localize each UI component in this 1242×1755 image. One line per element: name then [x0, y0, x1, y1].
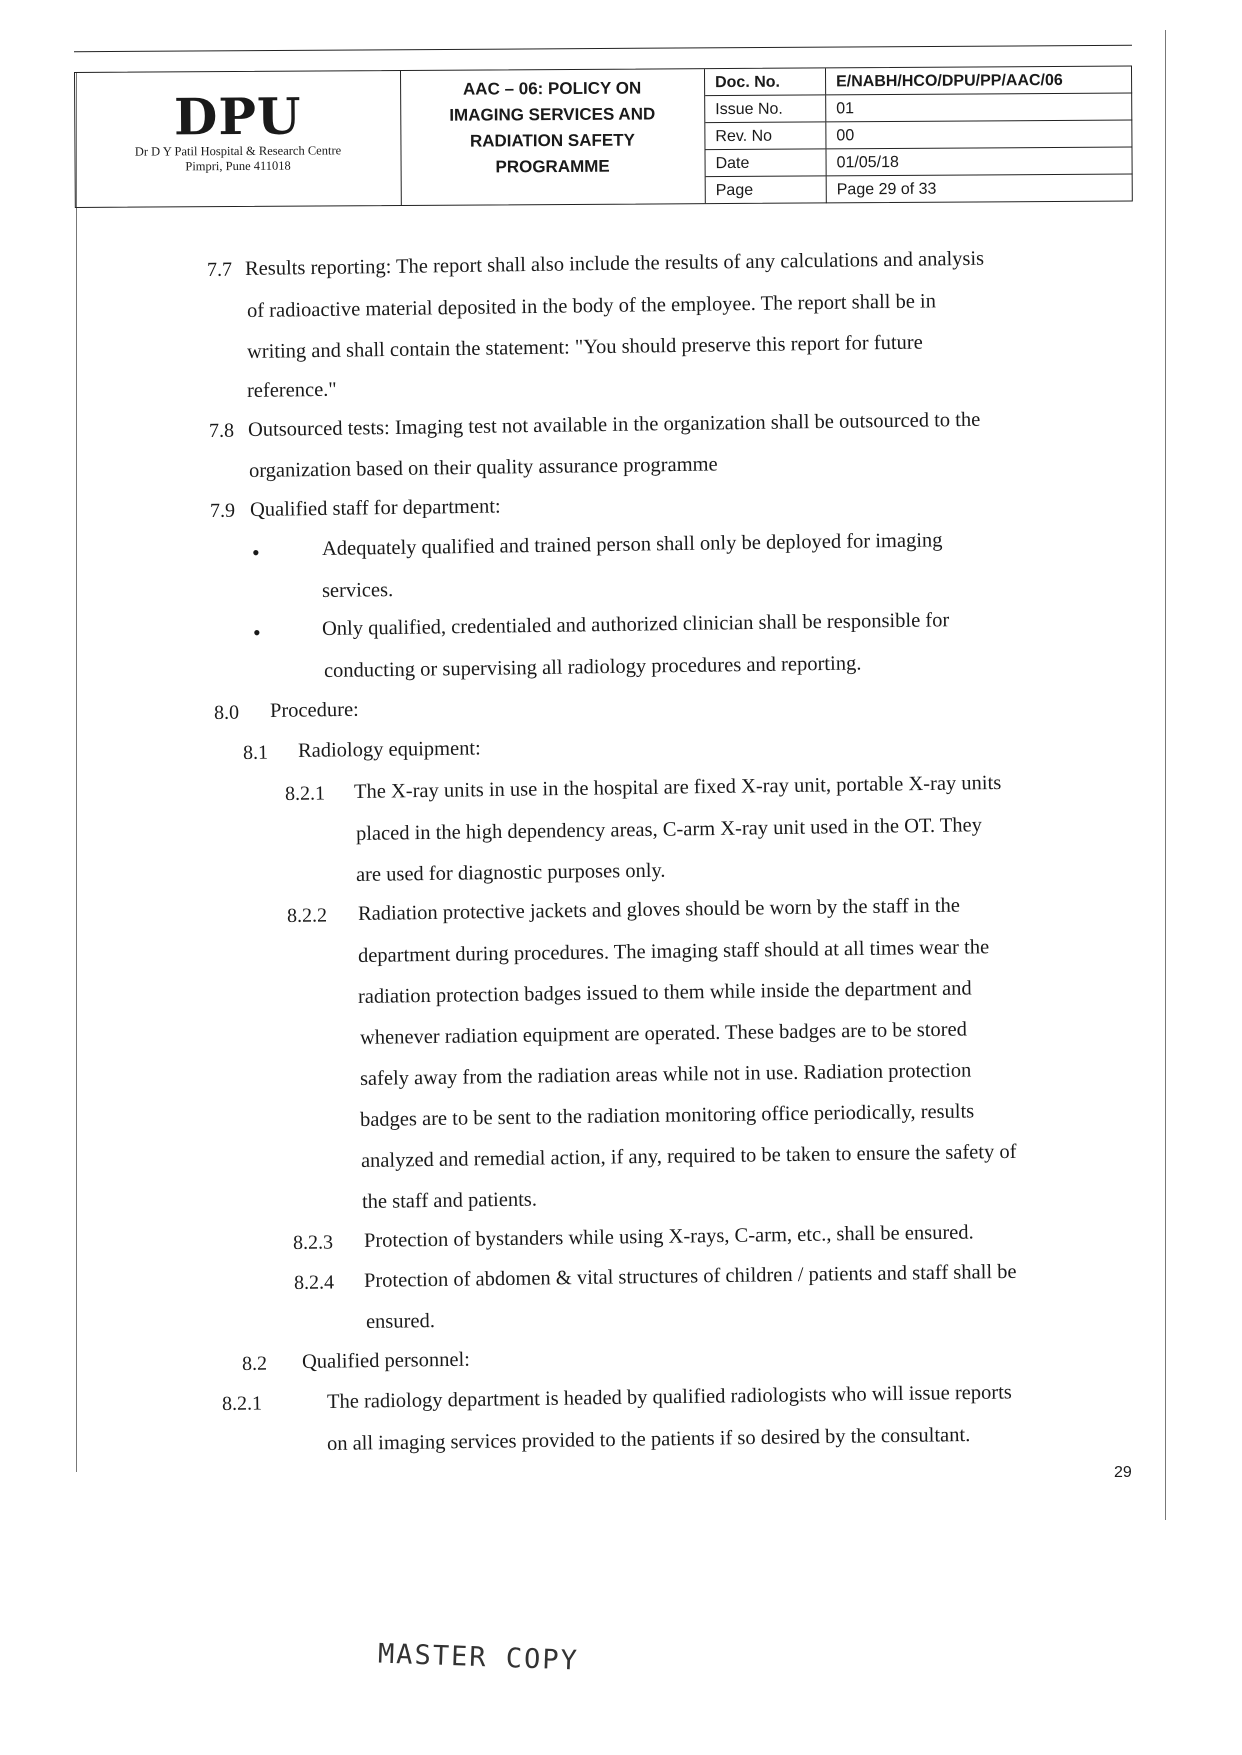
paragraph-line: Procedure:	[269, 698, 359, 722]
paragraph-line: Protection of abdomen & vital structures of children / patients and staff shall be	[363, 1260, 1017, 1292]
meta-value: 01	[836, 100, 855, 118]
section-number: 8.2.3	[292, 1231, 334, 1254]
policy-title-line-1: AAC – 06: POLICY ON	[462, 78, 642, 99]
policy-title-line-2: IMAGING SERVICES AND	[449, 104, 656, 125]
policy-title-line-3: RADIATION SAFETY	[469, 130, 635, 151]
section-number: 8.2.4	[293, 1271, 335, 1294]
section-number: 7.8	[208, 419, 235, 442]
section-number: 8.1	[242, 741, 269, 764]
paragraph-line: organization based on their quality assurance programme	[248, 453, 718, 482]
section-number: 8.2.1	[284, 782, 326, 805]
section-number: 8.2.1	[221, 1392, 263, 1415]
policy-title-line-4: PROGRAMME	[495, 156, 610, 177]
paragraph-line: ensured.	[365, 1310, 436, 1333]
paragraph-line: placed in the high dependency areas, C-arm X-ray unit used in the OT. They	[355, 814, 983, 845]
paragraph-line: Radiation protective jackets and gloves should be worn by the staff in the	[357, 894, 961, 925]
paragraph-line: radiation protection badges issued to them while inside the department and	[357, 977, 972, 1008]
paragraph-line: Qualified staff for department:	[249, 495, 501, 521]
paragraph-line: The X-ray units in use in the hospital are fixed X-ray unit, portable X-ray units	[353, 771, 1002, 803]
paragraph-line: department during procedures. The imaging staff should at all times wear the	[357, 936, 990, 967]
bullet-line: conducting or supervising all radiology procedures and reporting.	[323, 652, 862, 682]
paragraph-line: safely away from the radiation areas while not in use. Radiation protection	[359, 1059, 972, 1090]
section-number: 8.2.2	[286, 904, 328, 927]
meta-label: Rev. No	[705, 122, 826, 149]
page-number: 29	[1114, 1464, 1132, 1481]
meta-value: 01/05/18	[836, 153, 899, 172]
dpu-logo: DPU	[173, 86, 302, 147]
paragraph-line: on all imaging services provided to the patients if so desired by the consultant.	[326, 1424, 971, 1455]
meta-label: Date	[705, 149, 826, 176]
paragraph-line: are used for diagnostic purposes only.	[355, 859, 666, 886]
org-name: Dr D Y Patil Hospital & Research Centre	[134, 143, 342, 159]
paragraph-line: the staff and patients.	[361, 1188, 538, 1213]
paragraph-line: badges are to be sent to the radiation monitoring office periodically, results	[359, 1100, 975, 1131]
bullet-icon: •	[253, 620, 261, 645]
bullet-icon: •	[252, 540, 260, 565]
meta-value: E/NABH/HCO/DPU/PP/AAC/06	[836, 71, 1063, 91]
paragraph-line: reference."	[246, 378, 337, 402]
meta-label: Doc. No.	[705, 68, 826, 95]
paragraph-line: analyzed and remedial action, if any, required to be taken to ensure the safety of	[360, 1140, 1017, 1172]
paragraph-line: The radiology department is headed by qualified radiologists who will issue reports	[326, 1381, 1012, 1413]
meta-value: Page 29 of 33	[836, 180, 937, 199]
bullet-line: Adequately qualified and trained person shall only be deployed for imaging	[321, 529, 943, 560]
meta-label: Page	[706, 176, 827, 204]
bullet-line: services.	[321, 579, 394, 602]
paragraph-line: Outsourced tests: Imaging test not available in the organization shall be outsourced to the	[247, 408, 981, 441]
section-number: 8.0	[213, 701, 240, 724]
paragraph-line: Protection of bystanders while using X-rays, C-arm, etc., shall be ensured.	[363, 1221, 974, 1252]
paragraph-line: of radioactive material deposited in the body of the employee. The report shall be in	[246, 290, 937, 322]
paragraph-line: Results reporting: The report shall also include the results of any calculations and analysis	[244, 247, 985, 280]
paragraph-line: Radiology equipment:	[297, 737, 481, 762]
master-copy-stamp: MASTER COPY	[377, 1638, 580, 1677]
paragraph-line: writing and shall contain the statement: "You should preserve this report for future	[246, 331, 923, 363]
bullet-line: Only qualified, credentialed and authorized clinician shall be responsible for	[321, 609, 950, 640]
section-number: 7.9	[209, 499, 236, 522]
meta-value: 00	[836, 127, 855, 145]
section-number: 7.7	[206, 258, 233, 281]
paragraph-line: whenever radiation equipment are operated. These badges are to be stored	[359, 1018, 968, 1049]
section-number: 8.2	[241, 1352, 268, 1375]
paragraph-line: Qualified personnel:	[301, 1348, 471, 1373]
org-address: Pimpri, Pune 411018	[185, 158, 291, 174]
meta-label: Issue No.	[705, 95, 826, 122]
